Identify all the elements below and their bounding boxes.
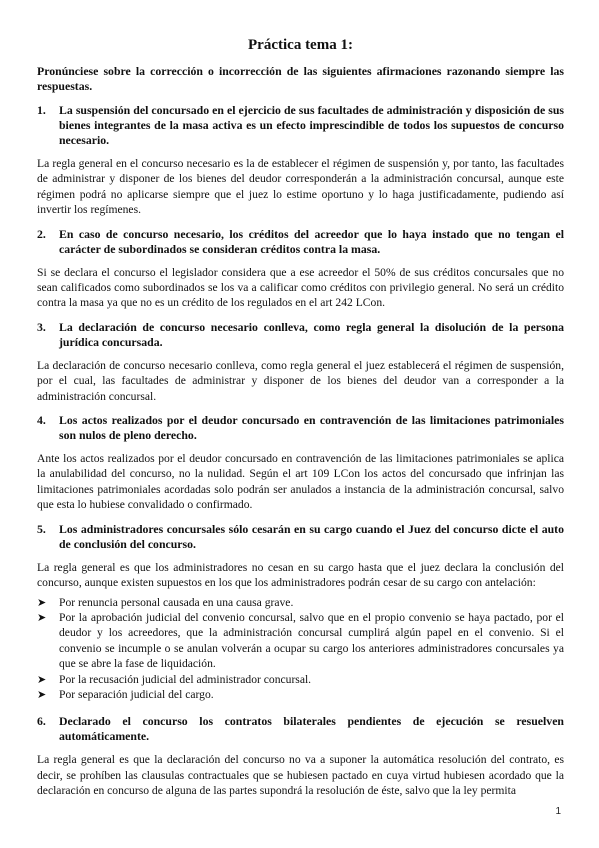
question-text: Declarado el concurso los contratos bilaterales pendientes de ejecución se resuelven automáticamente. — [59, 714, 564, 744]
question-number: 2. — [37, 226, 46, 241]
bullet-item — [37, 610, 564, 672]
question-number: 3. — [37, 319, 46, 334]
question-1 — [37, 103, 564, 148]
question-6 — [37, 714, 564, 744]
question-3 — [37, 320, 564, 350]
question-text: La declaración de concurso necesario conlleva, como regla general la disolución de la persona jurídica concursada. — [59, 319, 564, 349]
question-4 — [37, 413, 564, 443]
answer-4: Ante los actos realizados por el deudor concursado en contravención de las limitaciones patrimoniales se aplica la anulabilidad del concurso, no la nulidad. Según el art 109 LCon los actos del concursado que infrinjan las limitaciones patrimoniales acordadas solo podrán ser anulados a instancia de la administración concursal, salvo que esta lo hubiese convalidado o confirmado. — [37, 452, 564, 512]
question-2 — [37, 227, 564, 257]
bullet-list — [37, 595, 564, 703]
question-number: 4. — [37, 413, 46, 428]
answer-3: La declaración de concurso necesario conlleva, como regla general el juez establecerá el régimen de suspensión, por el cual, las facultades de administrar y disponer de los bienes del deudor van a corresponder a la administración concursal. — [37, 358, 564, 403]
answer-5: La regla general es que los administradores no cesan en su cargo hasta que el juez declara la conclusión del concurso, aunque existen supuestos en los que los administradores podrán cesar de su cargo con antelación: — [37, 560, 564, 590]
answer-1: La regla general en el concurso necesario es la de establecer el régimen de suspensión y, por tanto, las facultades de administrar y disponer de los bienes del deudor corresponderán a la administración concursal, aunque este régimen podrá no aplicarse siempre que el juez lo estime oportuno y lo haga justificadamente, pudiendo así invertir los regímenes. — [37, 157, 564, 217]
answer-6: La regla general es que la declaración del concurso no va a suponer la automática resolución del contrato, es decir, se prohíben las clausulas contractuales que se hubiesen pactado en cuya virtud hubiesen acordado que la declaración en concurso de alguna de las partes supondrá la resolución de éste, salvo que la ley permita — [37, 753, 564, 798]
arrow-right-icon: ➤ — [37, 610, 47, 624]
question-5 — [37, 522, 564, 552]
bullet-item — [37, 595, 564, 610]
question-text: En caso de concurso necesario, los créditos del acreedor que lo haya instado que no tengan el carácter de subordinados se consideran créditos contra la masa. — [59, 226, 564, 256]
answer-2: Si se declara el concurso el legislador considera que a ese acreedor el 50% de sus créditos concursales que no sean calificados como subordinados se los va a calificar como créditos con privilegio general. No será un crédito contra la masa ya que no es un crédito de los regulados en el art 242 LCon. — [37, 265, 564, 310]
question-number: 6. — [37, 714, 46, 729]
bullet-text: Por renuncia personal causada en una causa grave. — [59, 595, 294, 609]
bullet-text: Por separación judicial del cargo. — [59, 687, 214, 701]
question-text: Los actos realizados por el deudor concursado en contravención de las limitaciones patrimoniales son nulos de pleno derecho. — [59, 413, 564, 443]
arrow-right-icon: ➤ — [37, 595, 47, 609]
arrow-right-icon: ➤ — [37, 672, 47, 686]
document-page — [37, 36, 564, 808]
question-number: 1. — [37, 103, 46, 117]
bullet-text: Por la aprobación judicial del convenio concursal, salvo que en el propio convenio se haya pactado, por el deudor y los acreedores, que la administración concursal cumplirá algún papel en el convenio. Si el convenio se incumple o se anulan volverán a ocupar su cargo los anteriores administradores concursales ya que se abre la fase de liquidación. — [59, 610, 564, 671]
question-number: 5. — [37, 521, 46, 536]
bullet-item — [37, 687, 564, 702]
page-number: 1 — [555, 806, 561, 817]
page-title: Práctica tema 1: — [248, 37, 353, 53]
arrow-right-icon: ➤ — [37, 687, 47, 701]
instructions: Pronúnciese sobre la corrección o incorrección de las siguientes afirmaciones razonando siempre las respuestas. — [37, 64, 564, 93]
question-text: Los administradores concursales sólo cesarán en su cargo cuando el Juez del concurso dicte el auto de conclusión del concurso. — [59, 521, 564, 551]
bullet-text: Por la recusación judicial del administrador concursal. — [59, 672, 312, 686]
bullet-item — [37, 672, 564, 687]
question-text: La suspensión del concursado en el ejercicio de sus facultades de administración y disposición de sus bienes integrantes de la masa activa es un efecto imprescindible de todos los supuestos de concurso necesario. — [59, 103, 564, 147]
